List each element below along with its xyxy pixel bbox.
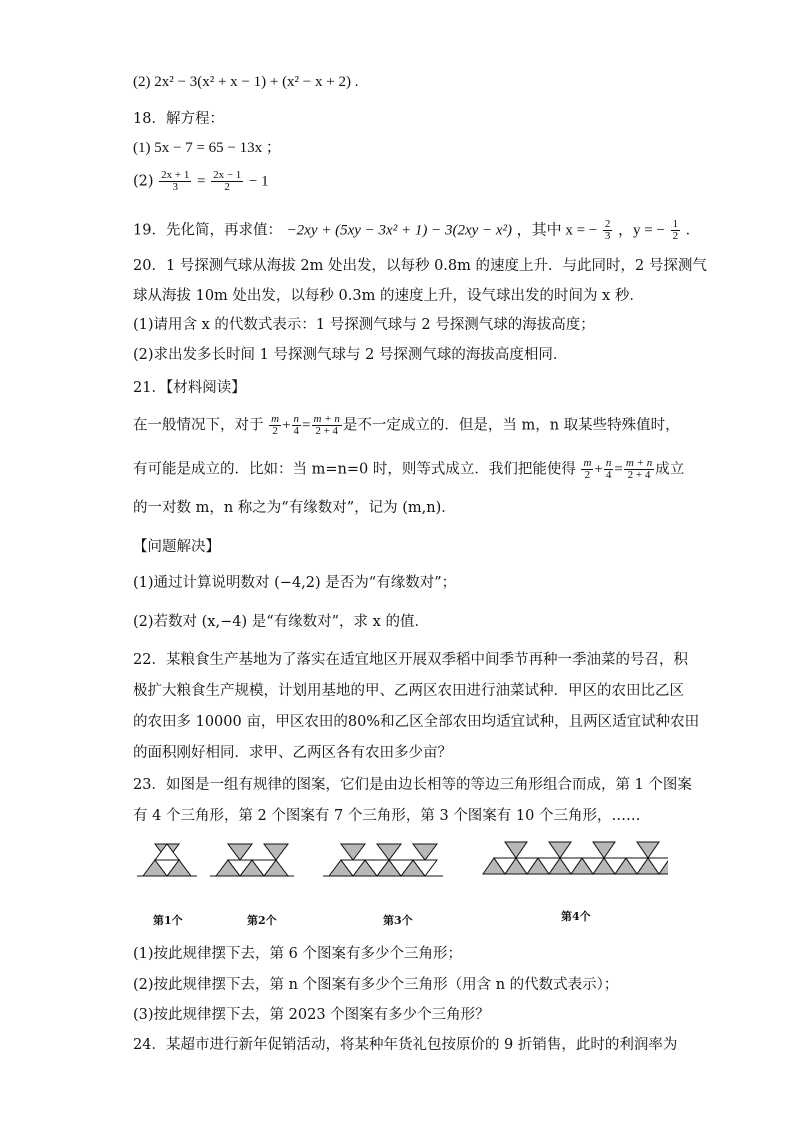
q21-part1: (1)通过计算说明数对 (−4,2) 是否为“有缘数对”； — [133, 575, 457, 591]
q20-part2: (2)求出发多长时间 1 号探测气球与 2 号探测气球的海拔高度相同． — [133, 347, 568, 363]
q17-part2 — [133, 72, 358, 92]
q22-line1: 22．某粮食生产基地为了落实在适宜地区开展双季稻中间季节再种一季油菜的号召，积 — [133, 652, 688, 668]
q18-title: 18．解方程： — [133, 111, 224, 127]
q19-line — [133, 219, 700, 242]
q19-y-label: ，y = − — [618, 222, 665, 239]
q18-part2-suffix: − 1 — [248, 173, 269, 190]
caption-pattern-2: 第2个 — [247, 914, 277, 927]
pattern-3 — [323, 844, 443, 876]
q19-x-fraction: $\frac{2}{3}$ — [604, 218, 611, 242]
q20-line2: 球从海拔 10m 处出发，以每秒 0.3m 的速度上升，设气球出发的时间为 x 秒． — [133, 288, 644, 304]
q21-line3: 的一对数 m，n 称之为“有缘数对”，记为 (m,n)． — [133, 500, 456, 516]
q23-part3: (3)按此规律摆下去，第 2023 个图案有多少个三角形？ — [133, 1007, 490, 1023]
q23-line1: 23．如图是一组有规律的图案，它们是由边长相等的等边三角形组合而成，第 1 个图案 — [133, 777, 692, 793]
q24-line1: 24．某超市进行新年促销活动，将某种年货礼包按原价的 9 折销售，此时的利润率为 — [133, 1037, 678, 1053]
q20-line1: 20．1 号探测气球从海拔 2m 处出发，以每秒 0.8m 的速度上升．与此同时，2 号探测气 — [133, 258, 707, 274]
q19-end: ． — [685, 222, 701, 239]
q18-part2-prefix: (2) — [133, 173, 154, 190]
q18-fraction-right: $\frac{2x - 1}{2}$ — [213, 169, 242, 193]
q18-part2: (2) $\frac{2x + 1}{3}$ = $\frac{2x - 1}{2}$ − 1 — [133, 169, 269, 193]
pattern-1 — [137, 844, 197, 876]
q18-part1-text: (1) 5x − 7 = 65 − 13x ； — [133, 140, 281, 156]
q21-part2: (2)若数对 (x,−4) 是“有缘数对”，求 x 的值． — [133, 614, 429, 630]
q23-line2: 有 4 个三角形，第 2 个图案有 7 个三角形，第 3 个图案有 10 个三角形，…… — [133, 808, 641, 824]
q23-triangle-pattern-figure — [133, 838, 668, 930]
pattern-4 — [483, 842, 668, 874]
q23-part1: (1)按此规律摆下去，第 6 个图案有多少个三角形； — [133, 946, 462, 962]
q22-line4: 的面积刚好相同．求甲、乙两区各有农田多少亩？ — [133, 745, 452, 761]
q21-line1: 在一般情况下，对于 $\frac{m}{2}$ + $\frac{n}{4}$ = $\frac{m + n}{2 + 4}$ 是不一定成立的．但是，当 m，n 取某些特殊值时， — [133, 413, 680, 437]
caption-pattern-4: 第4个 — [561, 910, 591, 923]
q20-part1: (1)请用含 x 的代数式表示：1 号探测气球与 2 号探测气球的海拔高度； — [133, 317, 595, 333]
q23-part2: (2)按此规律摆下去，第 n 个图案有多少个三角形（用含 n 的代数式表示）； — [133, 977, 619, 993]
pattern-2 — [210, 844, 294, 876]
q19-expression: −2xy + (5xy − 3x² + 1) − 3(2xy − x²) — [286, 222, 513, 239]
q22-line3: 的农田多 10000 亩，甲区农田的80%和乙区全部农田均适宜试种，且两区适宜试种农田 — [133, 714, 700, 730]
q17-part2-text: (2) 2x² − 3(x² + x − 1) + (x² − x + 2) . — [133, 74, 359, 90]
q22-line2: 极扩大粮食生产规模，计划用基地的甲、乙两区农田进行油菜试种．甲区的农田比乙区 — [133, 683, 684, 699]
q21-line2: 有可能是成立的．比如：当 m=n=0 时，则等式成立．我们把能使得 $\frac{m}{2}$ + $\frac{n}{4}$ = $\frac{m + n}{2 + 4}$ 成立 — [133, 457, 685, 481]
q21-section: 【问题解决】 — [133, 539, 220, 555]
caption-pattern-3: 第3个 — [383, 914, 413, 927]
q19-y-fraction: $\frac{1}{2}$ — [672, 218, 679, 242]
q19-prefix: 19．先化简，再求值： — [133, 222, 282, 239]
q21-title: 21．【材料阅读】 — [133, 380, 246, 396]
q19-x-label: ，其中 x = − — [516, 222, 598, 239]
q18-fraction-left: $\frac{2x + 1}{3}$ — [161, 169, 190, 193]
q18-part1 — [133, 138, 281, 158]
caption-pattern-1: 第1个 — [153, 914, 183, 927]
